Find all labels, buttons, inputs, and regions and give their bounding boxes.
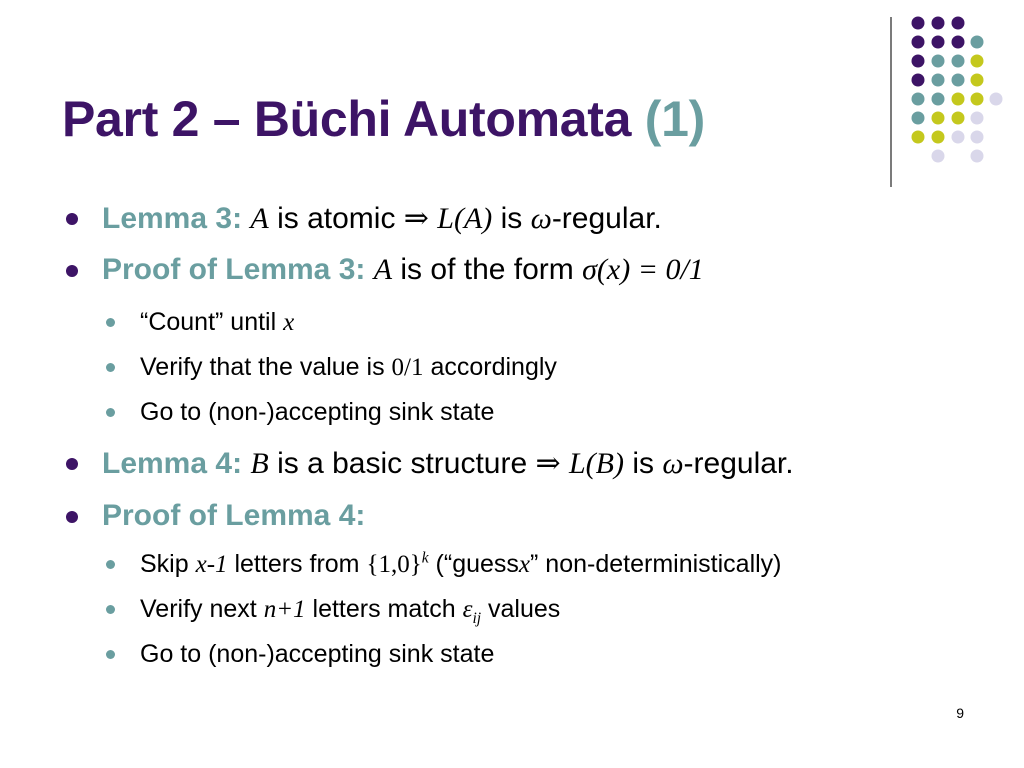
text: -regular. — [551, 202, 662, 235]
implies-symbol: ⇒ — [403, 202, 429, 235]
slide-title — [62, 90, 705, 148]
grid-dot — [912, 17, 925, 30]
text: letters match — [312, 595, 456, 623]
grid-dot — [912, 112, 925, 125]
grid-dot — [932, 112, 945, 125]
math-epsilon-ij — [462, 596, 482, 627]
grid-dot — [990, 93, 1003, 106]
grid-dot — [912, 36, 925, 49]
text: Go to (non-)accepting sink state — [140, 640, 495, 668]
text: Go to (non-)accepting sink state — [140, 398, 495, 426]
grid-dot — [952, 93, 965, 106]
bullet-dot — [66, 265, 78, 277]
grid-dot — [912, 74, 925, 87]
text: letters from — [234, 550, 360, 578]
subscript-ij: ij — [472, 610, 482, 627]
grid-dot — [932, 55, 945, 68]
grid-dot — [912, 55, 925, 68]
text: is — [632, 447, 655, 480]
math-B: B — [250, 447, 269, 480]
text: is of the form — [400, 253, 574, 286]
vertical-divider — [890, 17, 892, 187]
math-set-10 — [366, 551, 428, 578]
set-text: {1,0} — [366, 551, 422, 578]
bullet-dot — [106, 363, 115, 372]
implies-symbol: ⇒ — [535, 447, 561, 480]
bullet-dot — [66, 213, 78, 225]
text: accordingly — [430, 353, 557, 381]
grid-dot — [952, 55, 965, 68]
sub-bullet-count — [140, 308, 294, 337]
text: is atomic — [277, 202, 396, 235]
title-text: Part 2 – Büchi Automata — [62, 91, 632, 147]
page-number: 9 — [956, 705, 964, 721]
bullet-dot — [106, 408, 115, 417]
math-A: A — [250, 202, 269, 235]
math-A: A — [373, 253, 393, 286]
grid-dot — [952, 131, 965, 144]
grid-dot — [952, 74, 965, 87]
grid-dot — [952, 112, 965, 125]
text: (“guess — [435, 550, 519, 578]
sub-bullet-verify — [140, 353, 557, 382]
math-omega: ω — [662, 447, 684, 480]
proof-lemma-4-label: Proof of Lemma 4: — [102, 499, 366, 532]
math-omega: ω — [530, 202, 552, 235]
grid-dot — [952, 17, 965, 30]
grid-dot — [971, 36, 984, 49]
grid-dot — [912, 131, 925, 144]
text: ” non-deterministically) — [530, 550, 782, 578]
grid-dot — [971, 112, 984, 125]
bullet-dot — [106, 318, 115, 327]
lemma-3-label: Lemma 3: — [102, 202, 243, 235]
proof-lemma-3-label: Proof of Lemma 3: — [102, 253, 366, 286]
grid-dot — [971, 150, 984, 163]
grid-dot — [932, 36, 945, 49]
text: Verify next — [140, 595, 257, 623]
text: is — [500, 202, 523, 235]
grid-dot — [932, 150, 945, 163]
grid-dot — [971, 74, 984, 87]
grid-dot — [971, 55, 984, 68]
math-L-of-A: L(A) — [437, 202, 493, 235]
grid-dot — [932, 131, 945, 144]
bullet-lemma-4 — [102, 446, 794, 481]
title-suffix: (1) — [644, 91, 705, 147]
sub-bullet-skip — [140, 550, 782, 579]
text: Verify that the value is — [140, 353, 385, 381]
epsilon: ε — [462, 596, 473, 623]
bullet-proof-lemma-4 — [102, 499, 365, 533]
grid-dot — [952, 36, 965, 49]
grid-dot — [971, 93, 984, 106]
math-sigma-formula: σ(x) = 0/1 — [582, 253, 704, 286]
math-x-minus-1: x-1 — [195, 551, 228, 578]
text: is a basic structure — [277, 447, 528, 480]
bullet-proof-lemma-3 — [102, 253, 704, 287]
math-n-plus-1: n+1 — [263, 596, 306, 623]
text: -regular. — [683, 447, 794, 480]
sub-bullet-sink-2 — [140, 640, 494, 669]
math-L-of-B: L(B) — [569, 447, 624, 480]
bullet-dot — [66, 458, 78, 470]
grid-dot — [932, 74, 945, 87]
grid-dot — [932, 17, 945, 30]
grid-dot — [932, 93, 945, 106]
sub-bullet-sink — [140, 398, 494, 427]
text: Skip — [140, 550, 189, 578]
bullet-dot — [106, 560, 115, 569]
text: “Count” until — [140, 308, 277, 336]
grid-dot — [971, 131, 984, 144]
bullet-dot — [66, 511, 78, 523]
bullet-dot — [106, 605, 115, 614]
grid-dot — [912, 93, 925, 106]
math-x: x — [283, 309, 295, 336]
text: values — [488, 595, 561, 623]
sub-bullet-verify-next — [140, 595, 561, 627]
bullet-dot — [106, 650, 115, 659]
bullet-lemma-3 — [102, 201, 662, 236]
math-x: x — [518, 551, 531, 578]
lemma-4-label: Lemma 4: — [102, 447, 243, 480]
math-k: k — [421, 549, 429, 567]
math-01: 0/1 — [391, 354, 424, 381]
